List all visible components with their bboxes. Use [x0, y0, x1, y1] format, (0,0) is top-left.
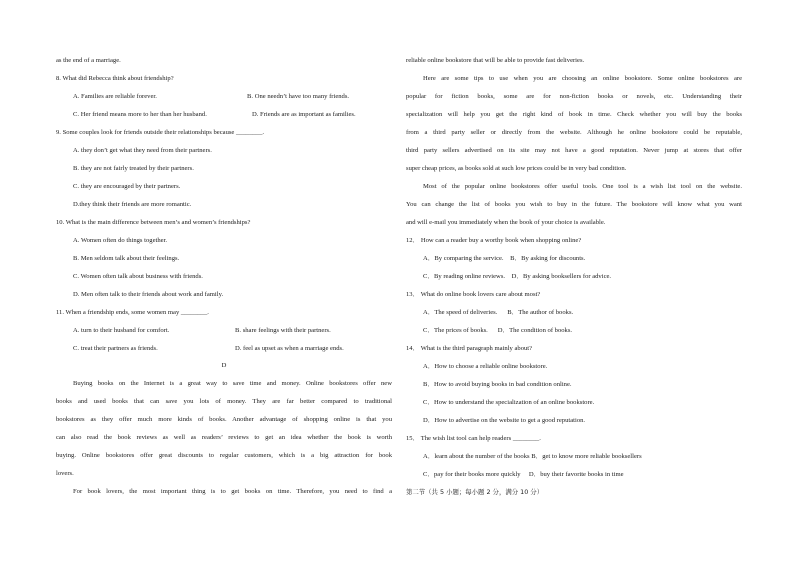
- question-15: 15． The wish list tool can help readers ________.: [406, 435, 541, 442]
- option-10a: A. Women often do things together.: [73, 237, 168, 244]
- passage-d-line: You can change the list of books you wish to buy in the future. The bookstore will know what you want: [406, 201, 742, 208]
- option-8c: C. Her friend means more to her than her husband.: [73, 111, 207, 118]
- question-13: 13． What do online book lovers care about most?: [406, 291, 541, 298]
- question-14: 14． What is the third paragraph mainly about?: [406, 345, 533, 352]
- option-11a: A. turn to their husband for comfort.: [73, 327, 170, 334]
- passage-letter: D: [221, 362, 227, 369]
- options-13ab: A．The speed of deliveries. B．The author of books.: [423, 309, 574, 316]
- passage-d-line: For book lovers, the most important thing is to get books on time. Therefore, you need to find a: [73, 488, 392, 495]
- option-14d: D．How to advertise on the website to get a good reputation.: [423, 417, 586, 424]
- option-11b: B. share feelings with their partners.: [235, 327, 331, 334]
- passage-d-line: Here are some tips to use when you are choosing an online bookstore. Some online bookstores are: [423, 75, 742, 82]
- passage-d-line: can also read the book reviews as well as readers’ reviews to get an idea whether the book is worth: [56, 434, 392, 441]
- question-11: 11. When a friendship ends, some women may ________.: [56, 309, 209, 316]
- passage-d-line: Buying books on the Internet is a great way to save time and money. Online bookstores offer new: [73, 380, 392, 387]
- option-11c: C. treat their partners as friends.: [73, 345, 158, 352]
- passage-d-line: buying. Online bookstores offer great discounts to regular customers, which is a big attraction for book: [56, 452, 392, 459]
- options-12ab: A．By comparing the service. B．By asking for discounts.: [423, 255, 586, 262]
- option-10c: C. Women often talk about business with friends.: [73, 273, 203, 280]
- question-10: 10. What is the main difference between men’s and women’s friendships?: [56, 219, 251, 226]
- option-9a: A. they don’t get what they need from their partners.: [73, 147, 212, 154]
- options-15ab: A．learn about the number of the books B．get to know more reliable booksellers: [423, 453, 642, 460]
- passage-d-line: super cheap prices, as books sold at such low prices could be in very bad condition.: [406, 165, 627, 172]
- section-heading: 第二节（共 5 小题；每小题 2 分，满分 10 分）: [406, 488, 544, 496]
- passage-d-line: reliable online bookstore that will be able to provide fast deliveries.: [406, 57, 585, 64]
- text-line: as the end of a marriage.: [56, 57, 121, 64]
- question-12: 12． How can a reader buy a worthy book when shopping online?: [406, 237, 582, 244]
- option-14b: B．How to avoid buying books in bad condition online.: [423, 381, 572, 388]
- option-14c: C．How to understand the specialization of an online bookstore.: [423, 399, 595, 406]
- options-15cd: C．pay for their books more quickly D．buy their favorite books in time: [423, 471, 624, 478]
- passage-d-line: lovers.: [56, 470, 74, 477]
- option-8d: D. Friends are as important as families.: [252, 111, 356, 118]
- passage-d-line: Most of the popular online bookstores offer useful tools. One tool is a wish list tool on the website.: [423, 183, 742, 190]
- passage-d-line: popular for fiction books, some are for non-fiction books or novels, etc. Understanding their: [406, 93, 742, 100]
- option-10b: B. Men seldom talk about their feelings.: [73, 255, 180, 262]
- option-14a: A．How to choose a reliable online bookstore.: [423, 363, 548, 370]
- passage-d-line: and will e-mail you immediately when the book of your choice is available.: [406, 219, 606, 226]
- option-8a: A. Families are reliable forever.: [73, 93, 157, 100]
- options-12cd: C．By reading online reviews. D．By asking booksellers for advice.: [423, 273, 612, 280]
- option-9b: B. they are not fairly treated by their partners.: [73, 165, 194, 172]
- option-9c: C. they are encouraged by their partners.: [73, 183, 181, 190]
- option-10d: D. Men often talk to their friends about work and family.: [73, 291, 224, 298]
- question-9: 9. Some couples look for friends outside their relationships because ________.: [56, 129, 265, 136]
- passage-d-line: bookstores as they offer much more kinds of books. Another advantage of shopping online is that you: [56, 416, 392, 423]
- option-9d: D.they think their friends are more romantic.: [73, 201, 192, 208]
- passage-d-line: third party sellers advertised on its site may not have a good reputation. Never jump at stores that offer: [406, 147, 742, 154]
- option-8b: B. One needn’t have too many friends.: [247, 93, 350, 100]
- passage-d-line: books and used books that can save you lots of money. They are far better compared to traditional: [56, 398, 392, 405]
- passage-d-line: from a third party seller or directly from the website. Although he online bookstore could be reputable,: [406, 129, 742, 136]
- option-11d: D. feel as upset as when a marriage ends.: [235, 345, 344, 352]
- passage-d-line: specialization will help you get the right kind of book in time. Check whether you will buy the books: [406, 111, 742, 118]
- options-13cd: C．The prices of books. D．The condition of books.: [423, 327, 573, 334]
- question-8: 8. What did Rebecca think about friendship?: [56, 75, 174, 82]
